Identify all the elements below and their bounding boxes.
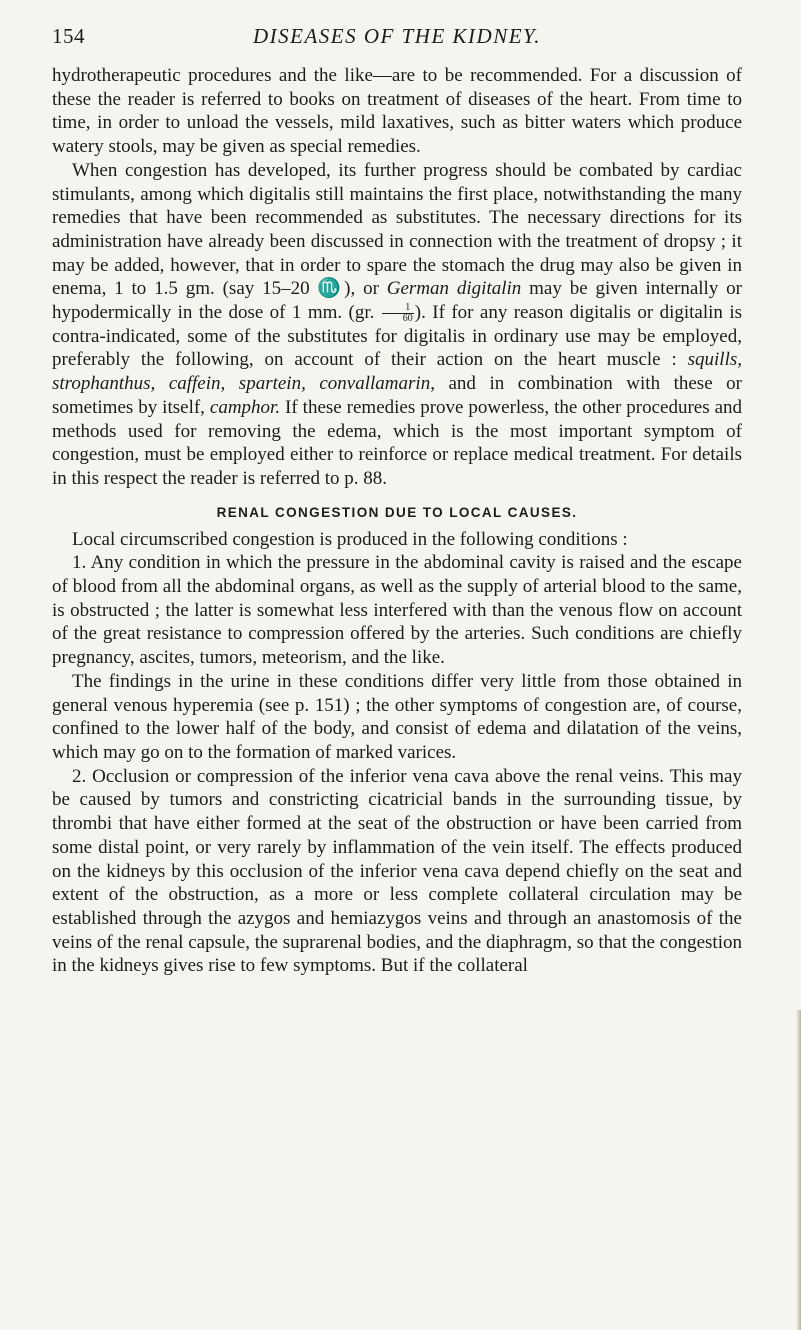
fraction: [382, 303, 414, 324]
text-run: and in combination with these or sometimes by itself,: [52, 373, 742, 418]
body-text: [52, 64, 742, 978]
italic-text: camphor.: [209, 396, 281, 418]
running-title: DISEASES OF THE KIDNEY.: [252, 24, 542, 48]
paragraph: [52, 159, 742, 491]
paragraph: [52, 670, 742, 765]
fraction-numerator: 1: [382, 303, 414, 314]
text-run: may be given internally or hypodermically in the dose of 1 mm. (gr.: [52, 278, 742, 324]
italic-text: German digitalin: [386, 278, 522, 300]
fraction-denominator: 60: [402, 313, 413, 325]
italic-text: squills, strophanthus, caffein, spartein, convallamarin,: [52, 349, 742, 395]
text-run: 2. Occlusion or compression of the inferior vena cava above the renal veins. This may be caused by tumors and constricting cicatricial bands in the surrounding tissue, by thrombi that have either formed at the seat of the obstruction or have been carried from some distal point, or very rarely by inflammation of the vein itself. The effects produced on the kidneys by this occlusion of the inferior vena cava depend chiefly on the seat and extent of the obstruction, as a more or less complete collateral circulation may be established through the azygos and hemiazygos veins and through an anastomosis of the veins of the renal capsule, the suprarenal bodies, and the diaphragm, so that the congestion in the kidneys gives rise to few symptoms. But if the collateral: [52, 765, 742, 977]
page-number: 154: [52, 24, 85, 48]
text-run: The findings in the urine in these conditions differ very little from those obtained in general venous hyperemia (see p. 151) ; the other symptoms of congestion are, of course, confined to the lower half of the body, and consist of edema and dilatation of the veins, which may go on to the formation of marked varices.: [52, 670, 742, 763]
paragraph: [52, 765, 742, 978]
paragraph: [52, 528, 742, 552]
text-run: hydrotherapeutic procedures and the like—are to be recommended. For a discussion of these the reader is referred to books on treatment of diseases of the heart. From time to time, in order to unload the vessels, mild laxatives, such as bitter waters which produce watery stools, may be given as special remedies.: [52, 65, 742, 158]
text-run: When congestion has developed, its further progress should be combated by cardiac stimulants, among which digitalis still maintains the first place, notwithstanding the many remedies that have been recommended as substitutes. The necessary directions for its administration have already been discussed in connection with the treatment of dropsy ; it may be added, however, that in order to spare the stomach the drug may also be given in enema, 1 to 1.5 gm. (say 15–20 ♏), or: [52, 159, 742, 300]
text-run: 1. Any condition in which the pressure in the abdominal cavity is raised and the escape of blood from all the abdominal organs, as well as the supply of arterial blood to the same, is obstructed ; the latter is somewhat less interfered with than the venous flow on account of the great resistance to compression offered by the arteries. Such conditions are chiefly pregnancy, ascites, tumors, meteorism, and the like.: [52, 552, 742, 669]
section-heading: RENAL CONGESTION DUE TO LOCAL CAUSES.: [216, 504, 578, 520]
paragraph: [52, 551, 742, 670]
text-run: Local circumscribed congestion is produced in the following conditions :: [72, 528, 628, 550]
paragraph: [52, 64, 742, 159]
book-page: [52, 24, 742, 978]
text-run: ). If for any reason digitalis or digitalin is contra-indicated, some of the substitutes for digitalis in ordinary use may be employed, preferably the following, on account of their action on the heart muscle :: [52, 302, 742, 371]
page-edge-shadow: [796, 1010, 801, 1330]
running-head: [52, 24, 742, 64]
text-run: If these remedies prove powerless, the other procedures and methods used for removing the edema, which is the most important symptom of congestion, must be employed either to reinforce or replace medical treatment. For details in this respect the reader is referred to p. 88.: [52, 396, 743, 489]
paragraphs-after: [52, 528, 742, 978]
paragraphs-before: [52, 64, 742, 491]
